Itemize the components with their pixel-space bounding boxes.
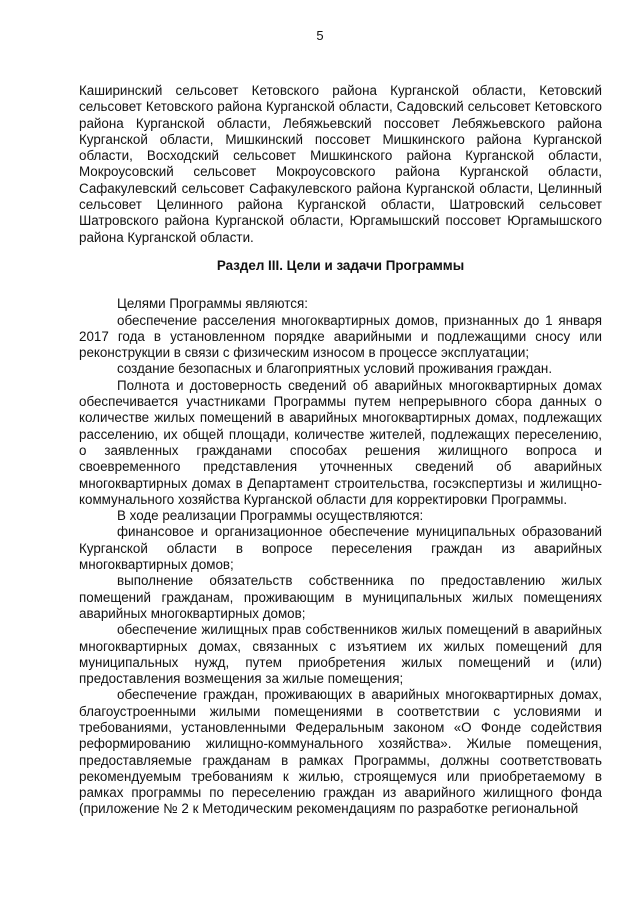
intro-paragraph: Каширинский сельсовет Кетовского района Курганской области, Кетовский сельсовет Кетовского района Курганской области, Садовский сельсовет Кетовского района Курганской области, Лебяжьевский поссовет Лебяжьевского района Курганской области, Мишкинский поссовет Мишкинского района Курганской области, Восходский сельсовет Мишкинского района Курганской области, Мокроусовский сельсовет Мокроусовского района Курганской области, Сафакулевский сельсовет Сафакулевского района Курганской области, Целинный сельсовет Целинного района Курганской области, Шатровский сельсовет Шатровского района Курганской области, Юргамышский поссовет Юргамышского района Курганской области. bbox=[79, 83, 602, 245]
paragraph-implementation-intro: В ходе реализации Программы осуществляются: bbox=[117, 508, 424, 524]
paragraph-goal-safe-conditions: создание безопасных и благоприятных условий проживания граждан. bbox=[117, 361, 553, 377]
paragraph-data-completeness: Полнота и достоверность сведений об аварийных многоквартирных домах обеспечивается участниками Программы путем непрерывного сбора данных о количестве жилых помещений в аварийных многоквартирных домах, подлежащих расселению, их общей площади, количестве жителей, подлежащих переселению, о заявленных гражданами способах решения жилищного вопроса и своевременного представления уточненных сведений об аварийных многоквартирных домах в Департамент строительства, госэкспертизы и жилищно-коммунального хозяйства Курганской области для корректировки Программы. bbox=[79, 377, 602, 507]
paragraph-provision-of-housing: обеспечение граждан, проживающих в аварийных многоквартирных домах, благоустроенными жилыми помещениями в соответствии с условиями и требованиями, установленными Федеральным законом «О Фонде содействия реформированию жилищно-коммунального хозяйства». Жилые помещения, предоставляемые гражданам в рамках Программы, должны соответствовать рекомендуемым требованиям к жилью, строящемуся или приобретаемому в рамках программы по переселению граждан из аварийного жилищного фонда (приложение № 2 к Методическим рекомендациям по разработке региональной bbox=[79, 687, 602, 817]
page-body bbox=[79, 83, 602, 818]
section-heading: Раздел III. Цели и задачи Программы bbox=[216, 257, 465, 273]
paragraph-goal-resettlement: обеспечение расселения многоквартирных домов, признанных до 1 января 2017 года в установленном порядке аварийными и подлежащими сносу или реконструкции в связи с физическим износом в процессе эксплуатации; bbox=[79, 312, 602, 361]
paragraph-financial-support: финансовое и организационное обеспечение муниципальных образований Курганской области в вопросе переселения граждан из аварийных многоквартирных домов; bbox=[79, 524, 602, 573]
paragraph-owner-obligations: выполнение обязательств собственника по предоставлению жилых помещений гражданам, проживающим в муниципальных жилых помещениях аварийных многоквартирных домов; bbox=[79, 573, 602, 621]
paragraph-goals-intro: Целями Программы являются: bbox=[117, 296, 308, 312]
paragraph-housing-rights: обеспечение жилищных прав собственников жилых помещений в аварийных многоквартирных домах, связанных с изъятием их жилых помещений для муниципальных нужд, путем приобретения жилых помещений и (или) предоставления возмещения за жилые помещения; bbox=[79, 622, 602, 687]
page-number: 5 bbox=[316, 28, 324, 43]
